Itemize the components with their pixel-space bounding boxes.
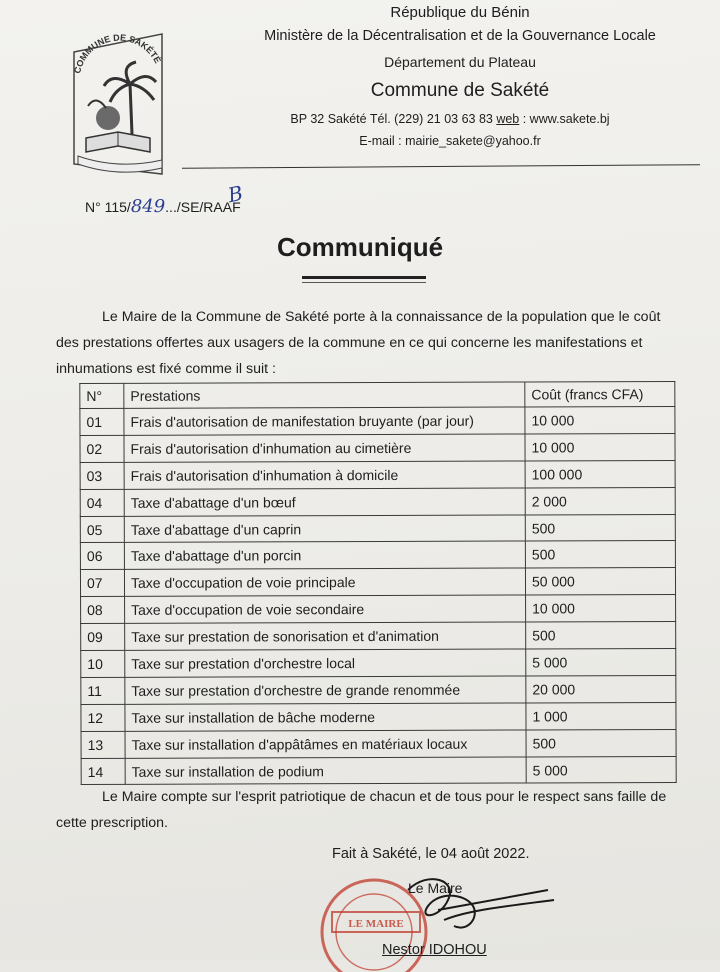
handwritten-signature: [378, 870, 558, 950]
cell-cost: 1 000: [526, 702, 676, 729]
table-row: [81, 622, 676, 651]
cell-cost: 500: [526, 729, 676, 756]
cell-cost: 10 000: [525, 406, 675, 433]
contact-line: [240, 112, 660, 126]
cell-number: 07: [80, 570, 124, 597]
cell-number: 14: [81, 758, 125, 785]
cell-number: 04: [80, 489, 124, 516]
cell-cost: 10 000: [525, 433, 675, 460]
closing-paragraph: [56, 784, 680, 836]
signatory-last-name: IDOHOU: [428, 942, 487, 958]
cell-number: 06: [80, 543, 124, 570]
table-row: [81, 702, 676, 731]
cell-service: Frais d'autorisation d'inhumation à domicile: [124, 461, 525, 489]
cell-service: Taxe d'occupation de voie principale: [124, 568, 525, 596]
reference-number: [85, 196, 241, 217]
cell-number: 13: [81, 731, 125, 758]
header-divider: [182, 164, 700, 169]
cell-service: Taxe sur prestation d'orchestre de grande renommée: [125, 676, 526, 704]
cell-cost: 20 000: [526, 675, 676, 702]
table-row: [81, 648, 676, 677]
signatory-name: [382, 942, 487, 958]
page-title: Communiqué: [276, 232, 444, 262]
cell-service: Frais d'autorisation de manifestation bruyante (par jour): [124, 407, 525, 435]
republic-heading: République du Bénin: [390, 4, 530, 21]
commune-heading: Commune de Sakété: [370, 80, 550, 101]
cell-cost: 500: [526, 622, 676, 649]
reference-prefix: N° 115/: [85, 199, 131, 215]
table-row: [80, 541, 675, 570]
cell-cost: 10 000: [526, 595, 676, 622]
cell-number: 09: [81, 624, 125, 651]
cell-service: Taxe sur installation de bâche moderne: [125, 703, 526, 731]
table-row: [80, 460, 675, 489]
handwritten-initial: B: [225, 180, 246, 208]
table-row: [81, 756, 676, 785]
table-row: [80, 487, 675, 516]
table-row: [80, 514, 675, 543]
table-row: [81, 675, 676, 704]
intro-text: Le Maire de la Commune de Sakété porte à la connaissance de la population que le coût des prestations offertes aux usagers de la commune en ce qui concerne les manifestations et inhumations est fixé comme il suit :: [56, 309, 661, 377]
svg-text:COMMUNE DE SAKÉTÉ: [72, 33, 163, 75]
cell-cost: 50 000: [525, 568, 675, 595]
intro-paragraph: [56, 304, 680, 382]
reference-handwritten: 849: [130, 196, 166, 217]
signatory-role: Le Maire: [408, 880, 463, 896]
cell-service: Taxe d'occupation de voie secondaire: [125, 595, 526, 623]
title-underline: [302, 276, 426, 279]
cell-service: Taxe d'abattage d'un caprin: [124, 515, 525, 543]
cell-number: 05: [80, 516, 124, 543]
cell-number: 08: [81, 597, 125, 624]
column-header-number: N°: [80, 383, 124, 408]
cell-service: Taxe sur installation d'appâtâmes en matériaux locaux: [125, 730, 526, 758]
cell-service: Frais d'autorisation d'inhumation au cimetière: [124, 434, 525, 462]
table-row: [80, 568, 675, 597]
cell-cost: 500: [525, 514, 675, 541]
stamp-text: LE MAIRE: [348, 918, 404, 930]
cell-number: 02: [80, 435, 124, 462]
table-header-row: [80, 381, 675, 408]
cell-cost: 5 000: [526, 756, 676, 783]
cell-service: Taxe d'abattage d'un bœuf: [124, 488, 525, 516]
cell-number: 01: [80, 408, 124, 435]
department-heading: Département du Plateau: [384, 54, 536, 70]
cell-service: Taxe sur installation de podium: [125, 757, 526, 785]
contact-bp: BP 32 Sakété Tél. (229) 21 03 63 83: [290, 112, 497, 126]
cell-cost: 500: [525, 541, 675, 568]
table-row: [81, 729, 676, 758]
cell-service: Taxe sur prestation de sonorisation et d'animation: [125, 622, 526, 650]
cell-cost: 5 000: [526, 648, 676, 675]
email-line: E-mail : mairie_sakete@yahoo.fr: [359, 134, 541, 148]
table-row: [81, 595, 676, 624]
reference-suffix: .../SE/RAAF: [165, 199, 241, 215]
cell-cost: 100 000: [525, 460, 675, 487]
logo-arc-text: COMMUNE DE SAKÉTÉ: [72, 32, 163, 75]
column-header-service: Prestations: [124, 382, 525, 408]
fees-table-body: [80, 406, 676, 785]
web-address: : www.sakete.bj: [519, 112, 610, 126]
closing-text: Le Maire compte sur l'esprit patriotique de chacun et de tous pour le respect sans faille de cette prescription.: [56, 789, 667, 831]
place-and-date: Fait à Sakété, le 04 août 2022.: [332, 846, 530, 862]
signatory-first-name: Nestor: [382, 942, 429, 958]
cell-service: Taxe sur prestation d'orchestre local: [125, 649, 526, 677]
cell-number: 10: [81, 650, 125, 677]
title-underline-thin: [302, 282, 426, 283]
web-label: web: [496, 112, 520, 126]
cell-cost: 2 000: [525, 487, 675, 514]
cell-number: 11: [81, 677, 125, 704]
ministry-heading: Ministère de la Décentralisation et de la Gouvernance Locale: [264, 28, 656, 44]
cell-number: 03: [80, 462, 124, 489]
fees-table: [79, 381, 676, 786]
table-row: [80, 433, 675, 462]
column-header-cost: Coût (francs CFA): [525, 381, 675, 407]
commune-emblem-logo: [66, 14, 170, 180]
table-row: [80, 406, 675, 435]
cell-number: 12: [81, 704, 125, 731]
cell-service: Taxe d'abattage d'un porcin: [124, 541, 525, 569]
